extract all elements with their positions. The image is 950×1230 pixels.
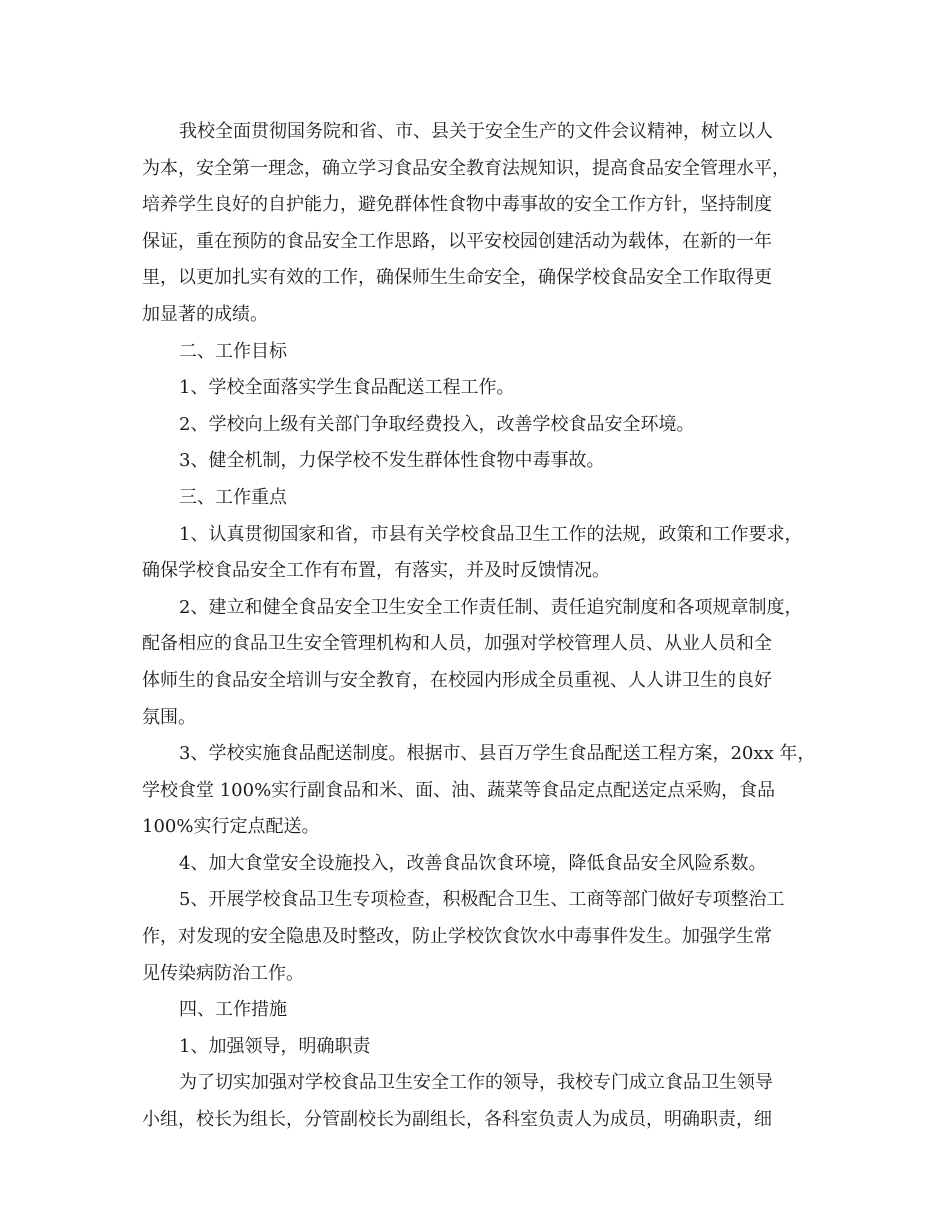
text-line: 2、建立和健全食品安全卫生安全工作责任制、责任追究制度和各项规章制度， (179, 596, 803, 618)
text-line: 100%实行定点配送。 (142, 816, 320, 838)
text-line: 1、加强领导，明确职责 (179, 1035, 371, 1057)
text-line: 为本，安全第一理念，确立学习食品安全教育法规知识，提高食品安全管理水平， (142, 157, 790, 179)
text-line: 5、开展学校食品卫生专项检查，积极配合卫生、工商等部门做好专项整治工 (179, 889, 785, 911)
text-line: 确保学校食品安全工作有布置，有落实，并及时反馈情况。 (142, 560, 610, 582)
text-line: 3、学校实施食品配送制度。根据市、县百万学生食品配送工程方案，20xx 年， (179, 743, 816, 765)
text-line: 我校全面贯彻国务院和省、市、县关于安全生产的文件会议精神，树立以人 (179, 121, 773, 142)
text-line: 体师生的食品安全培训与安全教育，在校园内形成全员重视、人人讲卫生的良好 (142, 669, 772, 691)
text-line: 学校食堂 100%实行副食品和米、面、油、蔬菜等食品定点配送定点采购，食品 (142, 779, 776, 801)
text-line: 二、工作目标 (179, 340, 287, 362)
text-line: 作，对发现的安全隐患及时整改，防止学校饮食饮水中毒事件发生。加强学生常 (142, 926, 772, 948)
text-line: 培养学生良好的自护能力，避免群体性食物中毒事故的安全工作方针，坚持制度 (142, 194, 772, 216)
document-body (142, 114, 822, 1139)
text-line: 1、学校全面落实学生食品配送工程工作。 (179, 377, 515, 399)
text-line: 保证，重在预防的食品安全工作思路，以平安校园创建活动为载体，在新的一年 (142, 230, 772, 252)
text-line: 1、认真贯彻国家和省，市县有关学校食品卫生工作的法规，政策和工作要求， (179, 523, 803, 545)
text-line: 3、健全机制，力保学校不发生群体性食物中毒事故。 (179, 450, 605, 472)
text-line: 2、学校向上级有关部门争取经费投入，改善学校食品安全环境。 (179, 413, 695, 435)
text-line: 加显著的成绩。 (142, 303, 268, 325)
text-line: 4、加大食堂安全设施投入，改善食品饮食环境，降低食品安全风险系数。 (179, 852, 767, 874)
text-line: 里，以更加扎实有效的工作，确保师生生命安全，确保学校食品安全工作取得更 (142, 267, 772, 289)
text-line: 氛围。 (142, 706, 196, 728)
text-line: 四、工作措施 (179, 999, 287, 1021)
text-line: 三、工作重点 (179, 486, 287, 508)
text-line: 小组，校长为组长，分管副校长为副组长，各科室负责人为成员，明确职责，细 (142, 1109, 772, 1131)
text-line: 配备相应的食品卫生安全管理机构和人员，加强对学校管理人员、从业人员和全 (142, 633, 772, 655)
text-line: 为了切实加强对学校食品卫生安全工作的领导，我校专门成立食品卫生领导 (179, 1072, 773, 1094)
text-line: 见传染病防治工作。 (142, 962, 304, 984)
